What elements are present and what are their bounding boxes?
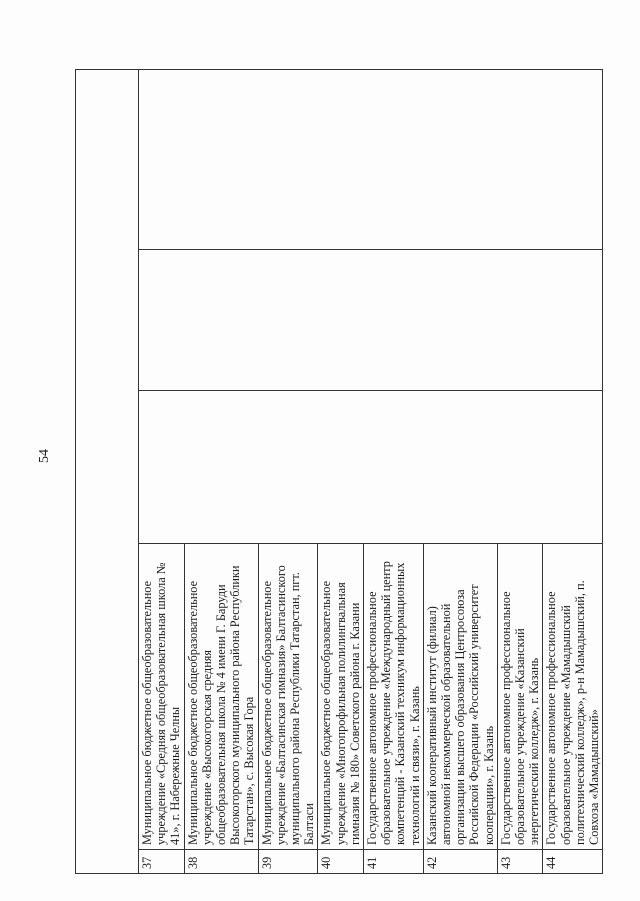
row-number: 37 — [139, 850, 185, 874]
table-top-strip — [76, 69, 139, 873]
row-number: 44 — [543, 850, 603, 874]
organization-name: Государственное автономное профессиональное образовательное учреждение «Международный центр компетенций - Казанский техникум информационных технологий и связи», г. Казань — [364, 544, 424, 850]
row-number: 41 — [364, 850, 424, 874]
organization-name: Муниципальное бюджетное общеобразовательное учреждение «Многопрофильная полилингвальная гимназия № 180» Советского района г. Казани — [318, 544, 364, 850]
organization-name: Муниципальное бюджетное общеобразовательное учреждение «Высокогорская средняя общеобразовательная школа № 4 имени Г. Баруди Высокогорского муниципального района Республики Татарстан», с. Высокая Гора — [184, 544, 258, 850]
table-viewport — [75, 70, 602, 874]
organization-name: Государственное автономное профессиональное образовательное учреждение «Мамадышский политехнический колледж», р-н Мамадышский, п. Совхоза «Мамадышский» — [543, 544, 603, 850]
row-number: 43 — [497, 850, 543, 874]
empty-column-cell — [139, 250, 603, 391]
empty-column-cell — [139, 69, 603, 249]
organization-name: Государственное автономное профессиональное образовательное учреждение «Казанский энергетический колледж», г. Казань — [497, 544, 543, 850]
row-number: 40 — [318, 850, 364, 874]
organization-name: Муниципальное бюджетное общеобразовательное учреждение «Балтасинская гимназия» Балтасинского муниципального района Республики Татарстан, пгт. Балтаси — [258, 544, 318, 850]
organizations-table — [75, 69, 603, 874]
row-number: 42 — [423, 850, 497, 874]
organization-name: Казанский кооперативный институт (филиал) автономной некоммерческой образовательной организации высшего образования Центросоюза Российской Федерации «Российский университет кооперации», г. Казань — [423, 544, 497, 850]
table-row — [139, 69, 185, 873]
page-number: 54 — [37, 449, 52, 463]
empty-column-cell — [139, 391, 603, 544]
row-number: 39 — [258, 850, 318, 874]
organization-name: Муниципальное бюджетное общеобразовательное учреждение «Средняя общеобразовательная школа № 41», г. Набережные Челны — [139, 544, 185, 850]
top-strip-cell — [76, 69, 139, 873]
row-number: 38 — [184, 850, 258, 874]
rotated-table-container — [75, 70, 602, 874]
